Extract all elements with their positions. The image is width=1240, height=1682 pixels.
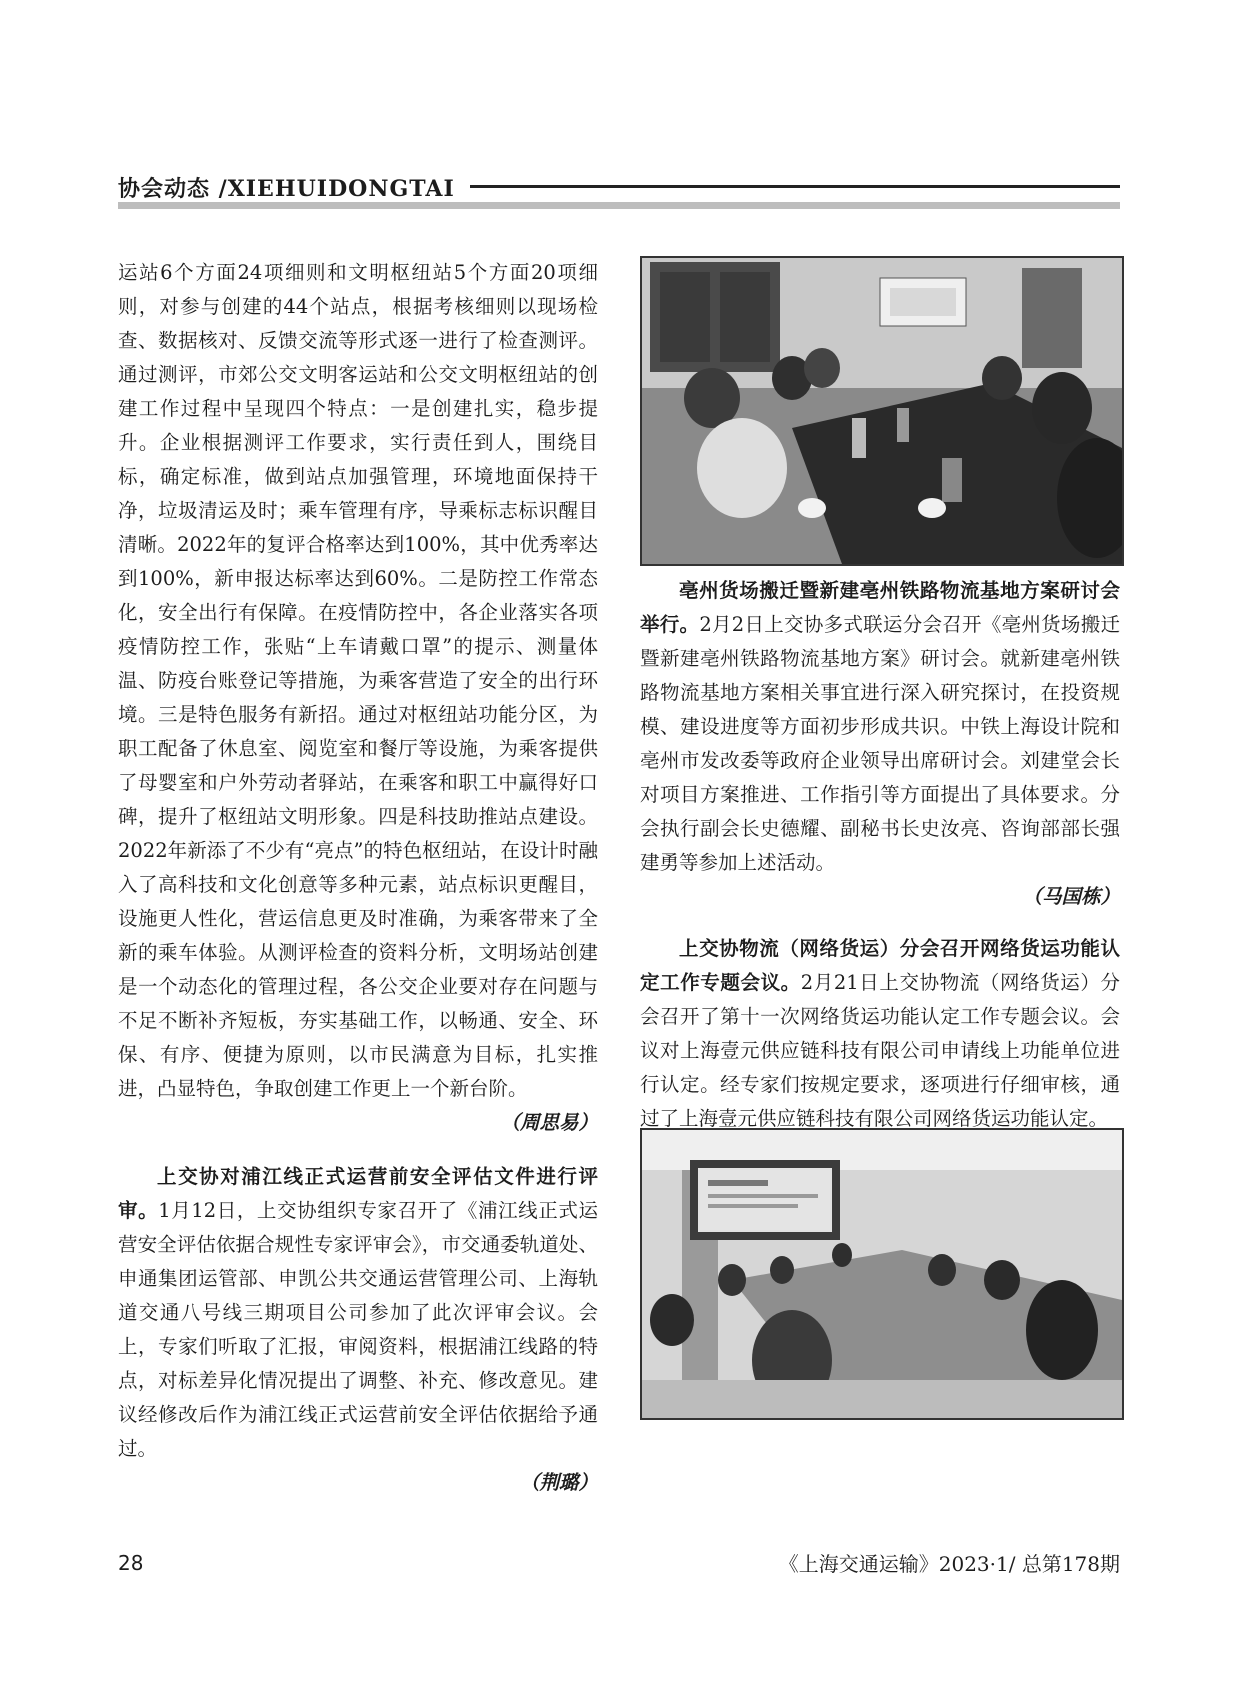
article-body: 2月2日上交协多式联运分会召开《亳州货场搬迁暨新建亳州铁路物流基地方案》研讨会。就新建亳州铁路物流基地方案相关事宜进行深入研究探讨，在投资规模、建设进度等方面初步形成共识。中铁上海设计院和亳州市发改委等政府企业领导出席研讨会。刘建堂会长对项目方案推进、工作指引等方面提出了具体要求。分会执行副会长史德耀、副秘书长史汝亮、咨询部部长强建勇等参加上述活动。: [640, 613, 1120, 874]
article-byline: （周思易）: [500, 1111, 598, 1134]
publication-info: 《上海交通运输》2023·1/ 总第178期: [778, 1552, 1120, 1576]
article-paragraph: [640, 574, 1120, 880]
header-gray-bar: [118, 202, 1120, 209]
article-title: 上交协物流（网络货运）分会召开网络货运功能认定工作专题会议。: [640, 937, 1120, 994]
article-continued-text: 运站6个方面24项细则和文明枢纽站5个方面20项细则，对参与创建的44个站点，根据考核细则以现场检查、数据核对、反馈交流等形式逐一进行了检查测评。通过测评，市郊公交文明客运站和公交文明枢纽站的创建工作过程中呈现四个特点：一是创建扎实，稳步提升。企业根据测评工作要求，实行责任到人，围绕目标，确定标准，做到站点加强管理，环境地面保持干净，垃圾清运及时；乘车管理有序，导乘标志标识醒目清晰。2022年的复评合格率达到100%，其中优秀率达到100%，新申报达标率达到60%。二是防控工作常态化，安全出行有保障。在疫情防控中，各企业落实各项疫情防控工作，张贴“上车请戴口罩”的提示、测量体温、防疫台账登记等措施，为乘客营造了安全的出行环境。三是特色服务有新招。通过对枢纽站功能分区，为职工配备了休息室、阅览室和餐厅等设施，为乘客提供了母婴室和户外劳动者驿站，在乘客和职工中赢得好口碑，提升了枢纽站文明形象。四是科技助推站点建设。2022年新添了不少有“亮点”的特色枢纽站，在设计时融入了高科技和文化创意等多种元素，站点标识更醒目，设施更人性化，营运信息更及时准确，为乘客带来了全新的乘车体验。从测评检查的资料分析，文明场站创建是一个动态化的管理过程，各公交企业要对存在问题与不足不断补齐短板，夯实基础工作，以畅通、安全、环保、有序、便捷为原则，以市民满意为目标，扎实推进，凸显特色，争取创建工作更上一个新台阶。: [118, 261, 598, 1100]
header-rule: [470, 185, 1120, 188]
article-byline: （荆璐）: [519, 1471, 598, 1494]
meeting-photo-icon: [642, 1130, 1122, 1418]
page-number: 28: [118, 1551, 144, 1575]
section-title: 协会动态 /XIEHUIDONGTAI: [118, 176, 455, 202]
left-column: [118, 256, 598, 1500]
article-byline: （马国栋）: [1022, 885, 1120, 908]
article-body: 1月12日，上交协组织专家召开了《浦江线正式运营安全评估依据合规性专家评审会》，市交通委轨道处、申通集团运管部、申凯公共交通运营管理公司、上海轨道交通八号线三期项目公司参加了此次评审会议。会上，专家们听取了汇报，审阅资料，根据浦江线路的特点，对标差异化情况提出了调整、补充、修改意见。建议经修改后作为浦江线正式运营前安全评估依据给予通过。: [118, 1199, 598, 1460]
right-column-upper: [640, 574, 1120, 914]
meeting-photo-icon: [642, 258, 1122, 564]
meeting-photo-2: [640, 1128, 1124, 1420]
meeting-photo-1: [640, 256, 1124, 566]
article-paragraph: [640, 932, 1120, 1136]
article-body: 2月21日上交协物流（网络货运）分会召开了第十一次网络货运功能认定工作专题会议。会议对上海壹元供应链科技有限公司申请线上功能单位进行认定。经专家们按规定要求，逐项进行仔细审核，通过了上海壹元供应链科技有限公司网络货运功能认定。: [640, 971, 1120, 1130]
article-title: 亳州货场搬迁暨新建亳州铁路物流基地方案研讨会举行。: [640, 579, 1120, 636]
section-header: [118, 172, 1120, 208]
article-paragraph: [118, 1160, 598, 1466]
article-title: 上交协对浦江线正式运营前安全评估文件进行评审。: [118, 1165, 598, 1222]
